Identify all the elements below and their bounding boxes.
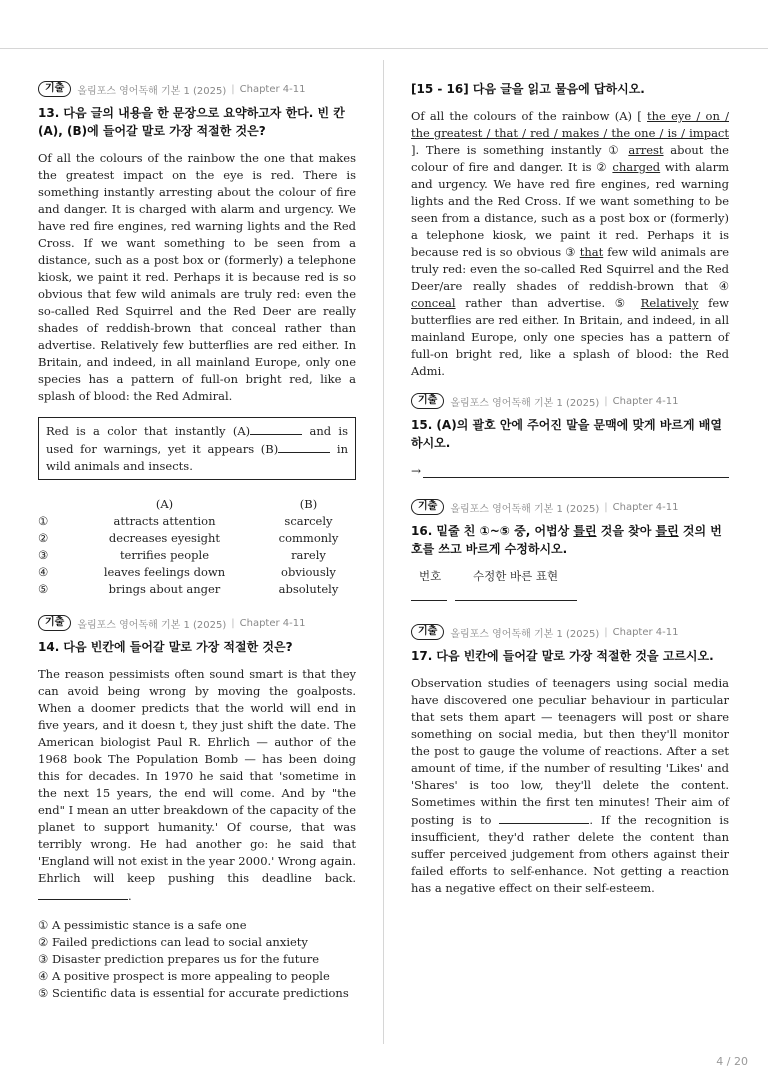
- passage-text: rather than advertise. ⑤: [455, 296, 641, 310]
- summary-text-1: Red is a color that instantly (A): [46, 424, 251, 438]
- option-row[interactable]: [38, 547, 356, 564]
- option-a: brings about anger: [108, 582, 221, 596]
- option-a: attracts attention: [113, 514, 216, 528]
- top-rule: [0, 48, 768, 49]
- q15-tagline: [411, 392, 729, 410]
- q16-answer-lines: [411, 590, 729, 601]
- q16-title: [411, 522, 729, 558]
- q16-title-text: 16. 밑줄 친 ①~⑤ 중, 어법상: [411, 524, 574, 538]
- option-row[interactable]: [38, 513, 356, 530]
- option-row[interactable]: [38, 530, 356, 547]
- q14-blank: [38, 887, 128, 900]
- passage-text: about the colour of fire and danger. It is ②: [411, 143, 729, 174]
- q17-blank: [499, 811, 589, 824]
- passage-text: Of all the colours of the rainbow (A) [: [411, 109, 648, 123]
- choice-item[interactable]: ⑤ Scientific data is essential for accurate predictions: [38, 986, 349, 1000]
- option-number: ④: [38, 565, 49, 579]
- q16-answer-header: [419, 568, 729, 584]
- summary-text-2: and is used for warnings, yet it appears (B): [46, 424, 348, 456]
- separator: |: [604, 501, 608, 513]
- blank-a: [250, 422, 302, 435]
- q15-answer-line[interactable]: [411, 464, 729, 478]
- q15-16-passage: [411, 108, 729, 380]
- exam-tag: 기출: [411, 624, 444, 640]
- q14-passage: The reason pessimists often sound smart is that they can avoid being wrong by moving the goalposts. When a doomer predicts that the world will end in five years, and it doesn t, they just shift the date. The American biologist Paul R. Ehrlich — author of the 1968 book The Population Bomb — has been doing this for decades. In 1970 he said that 'sometime in the next 15 years, the end will come. And by "the end" I mean an utter breakdown of the capacity of the planet to support humanity.' Of course, that was terribly wrong. He had another go: he said that 'England will not exist in the year 2000.' Wrong again. Ehrlich will keep pushing this deadline back. .: [38, 667, 356, 903]
- correction-label: 수정한 바른 표현: [473, 569, 559, 583]
- correction-answer-line[interactable]: [455, 590, 577, 601]
- page-number: 4 / 20: [716, 1055, 748, 1068]
- option-row[interactable]: [38, 564, 356, 581]
- q17-passage: [411, 675, 729, 897]
- q16-title-underline: 틀린: [655, 524, 679, 538]
- option-b: rarely: [291, 548, 326, 562]
- choice-item[interactable]: ② Failed predictions can lead to social anxiety: [38, 935, 308, 949]
- q13-summary-box: [38, 417, 356, 480]
- chapter-label: Chapter 4-11: [612, 501, 679, 513]
- q13-passage: Of all the colours of the rainbow the one that makes the greatest impact on the eye is red. There is something instantly arresting about the colour of fire and danger. It is charged with alarm and urgency. We have red fire engines, red warning lights and the Red Cross. If we want something to be seen from a distance, such as a post box or (formerly) a telephone kiosk, we paint it red. Perhaps it is because red is so obvious that few wild animals are truly red: even the so-called Red Squirrel and the Red Deer are really shades of reddish-brown that conceal rather than advertise. Relatively few butterflies are red either. In Britain, and indeed, in all mainland Europe, only one species has a pattern of full-on bright red, like a splash of blood: the Red Admiral.: [38, 151, 356, 403]
- q13-options: [38, 496, 356, 598]
- col-a-header: (A): [155, 497, 174, 511]
- exam-tag: 기출: [411, 499, 444, 515]
- q14-title: 14. 다음 빈칸에 들어갈 말로 가장 적절한 것은?: [38, 640, 293, 654]
- chapter-label: Chapter 4-11: [239, 83, 306, 95]
- answer-line: [423, 465, 729, 478]
- q16-tagline: [411, 498, 729, 516]
- option-b: scarcely: [284, 514, 333, 528]
- left-column: [38, 80, 356, 1002]
- underlined-word-1: arrest: [628, 143, 664, 157]
- passage-text: ]. There is something instantly ①: [411, 143, 629, 157]
- choice-item[interactable]: ① A pessimistic stance is a safe one: [38, 918, 247, 932]
- arrow-icon: →: [411, 464, 422, 478]
- separator: |: [231, 83, 235, 95]
- number-answer-line[interactable]: [411, 590, 447, 601]
- chapter-label: Chapter 4-11: [239, 617, 306, 629]
- q16-title-text: 것의 번호를 쓰고 바르게 수정하시오.: [411, 524, 722, 556]
- q13-title: 13. 다음 글의 내용을 한 문장으로 요약하고자 한다. 빈 칸 (A), (B)에 들어갈 말로 가장 적절한 것은?: [38, 106, 345, 138]
- passage-text: with alarm and urgency. We have red fire engines, red warning lights and the Red Cross. If we want something to be seen from a distance, such as a post box or (formerly) a telephone kiosk, we paint it red. Perhaps it is because red is so obvious ③: [411, 160, 729, 259]
- blank-b: [278, 440, 330, 453]
- q14-passage-text: The reason pessimists often sound smart is that they can avoid being wrong by moving the goalposts. When a doomer predicts that the world will end in five years, and it doesn t, they just shift the date. The American biologist Paul R. Ehrlich — author of the 1968 book The Population Bomb — has been doing this for decades. In 1970 he said that 'sometime in the next 15 years, the end will come. And by "the end" I mean an utter breakdown of the capacity of the planet to support humanity.' Of course, that was terribly wrong. He had another go: he said that 'England will not exist in the year 2000.' Wrong again. Ehrlich will keep pushing this deadline back.: [38, 667, 356, 885]
- option-b: commonly: [278, 531, 339, 545]
- chapter-label: Chapter 4-11: [612, 395, 679, 407]
- source-label: 올림포스 영어독해 기본 1 (2025): [450, 628, 600, 640]
- option-row[interactable]: [38, 581, 356, 598]
- number-label: 번호: [419, 569, 442, 583]
- source-label: 올림포스 영어독해 기본 1 (2025): [77, 619, 227, 631]
- separator: |: [231, 617, 235, 629]
- passage-text: few butterflies are red either. In Britain, and indeed, in all mainland Europe, only one species has a pattern of full-on bright red, like a splash of blood: the Red Admi.: [411, 296, 729, 378]
- exam-tag: 기출: [38, 81, 71, 97]
- q17-passage-text: . If the recognition is insufficient, they'd rather delete the content than suffer perceived judgement from others against their failed efforts to self-enhance. Not getting a reaction has a negative effect on their self-esteem.: [411, 813, 729, 895]
- q16-title-underline: 틀린: [573, 524, 597, 538]
- q16-title-text: 것을 찾아: [596, 524, 656, 538]
- option-a: decreases eyesight: [108, 531, 221, 545]
- q17-passage-text: Observation studies of teenagers using social media have discovered one peculiar behaviour in particular that sets them apart — teenagers will post or share something on social media, but then they'll monitor the post to gauge the volume of reactions. After a set amount of time, if the number of resulting 'Likes' and 'Shares' is too low, they'll delete the content. Sometimes within the first ten minutes! Their aim of posting is to: [411, 676, 729, 827]
- underlined-word-2: charged: [612, 160, 661, 174]
- underlined-word-5: Relatively: [640, 296, 699, 310]
- choice-item[interactable]: ③ Disaster prediction prepares us for the future: [38, 952, 320, 966]
- separator: |: [604, 626, 608, 638]
- exam-tag: 기출: [411, 393, 444, 409]
- option-number: ③: [38, 548, 49, 562]
- chapter-label: Chapter 4-11: [612, 626, 679, 638]
- bracket-words: the eye / on / the greatest / that / red / makes / the one / is / impact: [411, 109, 729, 140]
- q17-title: 17. 다음 빈칸에 들어갈 말로 가장 적절한 것을 고르시오.: [411, 649, 714, 663]
- source-label: 올림포스 영어독해 기본 1 (2025): [450, 397, 600, 409]
- underlined-word-3: that: [579, 245, 604, 259]
- q14-tagline: [38, 614, 356, 632]
- source-label: 올림포스 영어독해 기본 1 (2025): [450, 503, 600, 515]
- option-number: ②: [38, 531, 49, 545]
- q14-choices: [38, 917, 356, 1002]
- option-b: obviously: [281, 565, 336, 579]
- choice-item[interactable]: ④ A positive prospect is more appealing to people: [38, 969, 330, 983]
- option-number: ①: [38, 514, 49, 528]
- q15-title: 15. (A)의 괄호 안에 주어진 말을 문맥에 맞게 바르게 배열하시오.: [411, 418, 722, 450]
- underlined-word-4: conceal: [411, 296, 456, 310]
- column-divider: [383, 60, 384, 1044]
- q13-tagline: [38, 80, 356, 98]
- source-label: 올림포스 영어독해 기본 1 (2025): [77, 85, 227, 97]
- q15-16-header: [15 - 16] 다음 글을 읽고 물음에 답하시오.: [411, 82, 645, 96]
- option-b: absolutely: [278, 582, 339, 596]
- q17-tagline: [411, 623, 729, 641]
- exam-tag: 기출: [38, 615, 71, 631]
- col-b-header: (B): [299, 497, 318, 511]
- option-number: ⑤: [38, 582, 49, 596]
- separator: |: [604, 395, 608, 407]
- passage-text: few wild animals are truly red: even the so-called Red Squirrel and the Red Deer/are really shades of reddish-brown that ④: [411, 245, 730, 293]
- summary-text-3: in wild animals and insects.: [46, 442, 348, 473]
- option-a: leaves feelings down: [103, 565, 226, 579]
- option-a: terrifies people: [119, 548, 210, 562]
- right-column: [411, 80, 729, 909]
